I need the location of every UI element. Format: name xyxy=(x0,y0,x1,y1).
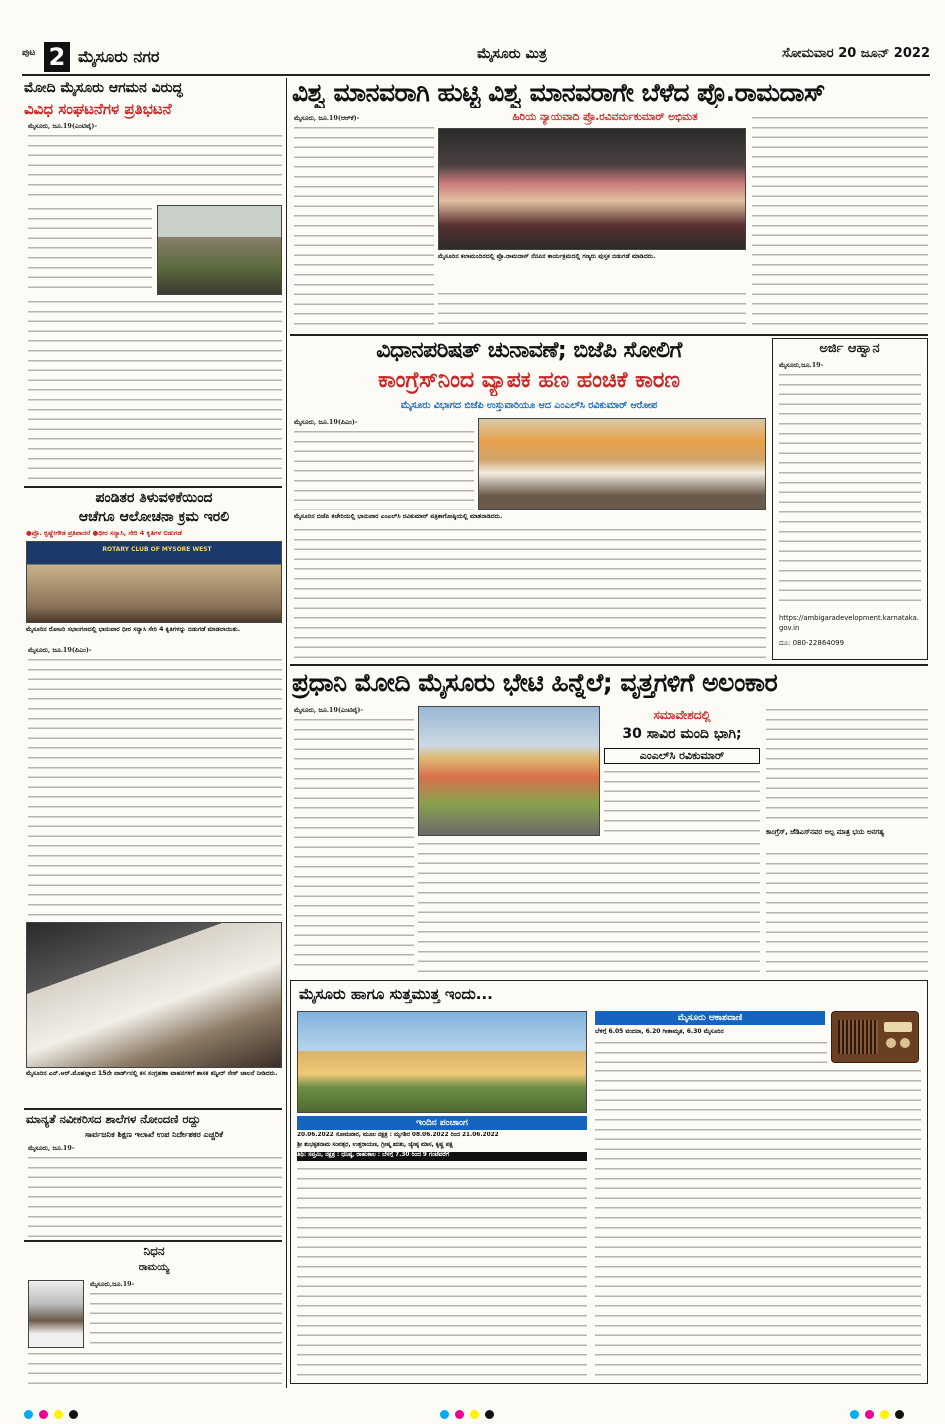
modi-visit-quote-1: ಸಮಾವೇಶದಲ್ಲಿ xyxy=(653,708,711,722)
pandit-dateline: ಮೈಸೂರು, ಜೂ.19(ಪಿಎಂ)- xyxy=(28,646,92,654)
notice-title: ಅರ್ಜಿ ಆಹ್ವಾನ xyxy=(819,341,880,356)
page-header xyxy=(22,42,930,72)
pandit-headline-1: ಪಂಡಿತರ ತಿಳುವಳಿಕೆಯಿಂದ xyxy=(95,490,213,506)
modi-visit-headline: ಪ್ರಧಾನಿ ಮೋದಿ ಮೈಸೂರು ಭೇಟಿ ಹಿನ್ನೆಲೆ; ವೃತ್ತಗಳಿಗೆ ಅಲಂಕಾರ xyxy=(292,668,778,697)
notice-dateline: ಮೈಸೂರು,ಜೂ.19- xyxy=(779,361,824,369)
radio-title: ಮೈಸೂರು ಆಕಾಶವಾಣಿ xyxy=(595,1011,825,1025)
modi-visit-body-col3b xyxy=(766,850,928,974)
modi-visit-photo xyxy=(418,706,600,836)
registration-dots-right xyxy=(850,1404,930,1416)
council-body-left xyxy=(294,428,474,510)
modi-visit-dateline: ಮೈಸೂರು, ಜೂ.19(ಎಂಟಿವೈ)- xyxy=(294,706,364,714)
ramdas-body-col3 xyxy=(752,114,928,332)
ramdas-headline: ವಿಶ್ವ ಮಾನವರಾಗಿ ಹುಟ್ಟಿ ವಿಶ್ವ ಮಾನವರಾಗೇ ಬೆಳೆದ ಪ್ರೊ.ರಾಮದಾಸ್ xyxy=(292,78,825,107)
ramdas-caption: ಮೈಸೂರಿನ ಕಲಾಮಂದಿರದಲ್ಲಿ ಪ್ರೊ.ರಾಮದಾಸ್ ನೆನಪಿನ ಕಾರ್ಯಕ್ರಮದಲ್ಲಿ ಗಣ್ಯರು ಪುಸ್ತಕ ಬಿಡುಗಡೆ ಮಾಡಿದರು. xyxy=(438,253,656,260)
council-caption: ಮೈಸೂರಿನ ಬಿಜೆಪಿ ಕಚೇರಿಯಲ್ಲಿ ಭಾನುವಾರ ಎಂಎಲ್‌ಸಿ ರವಿಕುಮಾರ್ ಪತ್ರಿಕಾಗೋಷ್ಠಿಯಲ್ಲಿ ಮಾತನಾಡಿದರು. xyxy=(294,513,503,520)
today-title: ಮೈಸೂರು ಹಾಗೂ ಸುತ್ತಮುತ್ತ ಇಂದು... xyxy=(299,985,493,1003)
notice-box xyxy=(772,338,928,660)
ramdas-dateline: ಮೈಸೂರು, ಜೂ.19(ಆರ್‌ಕೆ)- xyxy=(294,114,360,122)
radio-schedule-body xyxy=(595,1039,827,1065)
radio-icon xyxy=(831,1011,919,1063)
notice-url[interactable]: https://ambigaradevelopment.karnataka.gov.in xyxy=(779,614,919,632)
issue-date: ಸೋಮವಾರ 20 ಜೂನ್ 2022 xyxy=(782,46,930,61)
masthead-rule xyxy=(22,74,930,76)
section-name: ಮೈಸೂರು ನಗರ xyxy=(78,47,160,66)
council-headline-1: ವಿಧಾನಪರಿಷತ್ ಚುನಾವಣೆ; ಬಿಜೆಪಿ ಸೋಲಿಗೆ xyxy=(376,338,682,363)
council-body-bottom xyxy=(294,526,766,660)
vehicle-photo xyxy=(26,922,282,1068)
ramdas-body-col1 xyxy=(294,124,434,332)
divider xyxy=(290,334,928,336)
obituary-body-right xyxy=(90,1290,282,1348)
modi-visit-body-under xyxy=(418,840,760,974)
page-number-label: ಪುಟ xyxy=(22,48,36,58)
protest-photo xyxy=(157,205,282,295)
protest-kicker: ಮೋದಿ ಮೈಸೂರು ಆಗಮನ ವಿರುದ್ಧ xyxy=(24,80,183,96)
council-headline-2: ಕಾಂಗ್ರೆಸ್‌ನಿಂದ ವ್ಯಾಪಕ ಹಣ ಹಂಚಿಕೆ ಕಾರಣ xyxy=(378,368,680,393)
divider xyxy=(24,486,282,488)
pandit-tagline: ●ಪ್ರೊ. ಕೃಷ್ಣೇಗೌಡ ಪ್ರತಿಪಾದನೆ ●ಧೀರ ಸನ್ಯಾಸಿ, ಸೇರಿ 4 ಕೃತಿಗಳ ಬಿಡುಗಡೆ xyxy=(26,529,182,537)
registration-dots-center xyxy=(440,1404,520,1416)
pandit-headline-2: ಆಚೆಗೂ ಆಲೋಚನಾ ಕ್ರಮ ಇರಲಿ xyxy=(78,509,230,525)
school-headline: ಮಾನ್ಯತೆ ನವೀಕರಿಸದ ಶಾಲೆಗಳ ನೋಂದಣಿ ರದ್ದು xyxy=(26,1112,201,1126)
school-subhead: ಸಾರ್ವಜನಿಕ ಶಿಕ್ಷಣ ಇಲಾಖೆ ಉಪ ನಿರ್ದೇಶಕರ ಎಚ್ಚರಿಕೆ xyxy=(84,1130,224,1139)
school-dateline: ಮೈಸೂರು, ಜೂ.19- xyxy=(28,1144,75,1152)
modi-visit-body-mid xyxy=(604,768,760,836)
column-divider xyxy=(286,78,287,1388)
palace-photo xyxy=(297,1011,587,1113)
modi-visit-subhead: ಕಾಂಗ್ರೆಸ್, ಜೆಡಿಎಸ್‌ನವರ ಅಲ್ಪ ಮಾತ್ರ ಭಯ ಅನಗತ್ಯ xyxy=(766,828,884,836)
council-subhead: ಮೈಸೂರು ವಿಭಾಗದ ಬಿಜೆಪಿ ಉಸ್ತುವಾರಿಯೂ ಆದ ಎಂಎಲ್‌ಸಿ ರವಿಕುಮಾರ್ ಆರೋಪ xyxy=(400,400,658,411)
ramdas-photo xyxy=(438,128,746,250)
today-box xyxy=(290,980,928,1384)
panchanga-line-3: ತಿಥಿ: ಸಪ್ತಮಿ, ನಕ್ಷತ್ರ : ಧನಿಷ್ಠ, ರಾಹುಕಾಲ : ಬೆಳಗ್ಗೆ 7.30 ರಿಂದ 9 ಗಂಟೆವರೆಗೆ xyxy=(297,1152,587,1161)
rotary-banner: ROTARY CLUB OF MYSORE WEST xyxy=(102,546,212,553)
divider xyxy=(24,1240,282,1242)
school-body xyxy=(28,1154,282,1238)
modi-visit-quote-3: ಎಂಎಲ್‌ಸಿ ರವಿಕುಮಾರ್ xyxy=(604,748,760,764)
pandit-caption: ಮೈಸೂರಿನ ರೋಟರಿ ಸಭಾಂಗಣದಲ್ಲಿ ಭಾನುವಾರ ಧೀರ ಸನ್ಯಾಸಿ ಸೇರಿ 4 ಕೃತಿಗಳನ್ನು ಬಿಡುಗಡೆ ಮಾಡಲಾಯಿತು. xyxy=(26,626,241,633)
modi-visit-body-col1 xyxy=(294,716,414,974)
ramdas-body-mid xyxy=(438,290,746,332)
pandit-body xyxy=(28,656,282,918)
ramdas-subhead: ಹಿರಿಯ ನ್ಯಾಯವಾದಿ ಪ್ರೊ.ರವಿವರ್ಮಕುಮಾರ್ ಅಭಿಮತ xyxy=(512,111,698,123)
panchanga-line-2: ಶ್ರೀ ಶುಭಕೃತನಾಮ ಸಂವತ್ಸರ, ಉತ್ತರಾಯಣ, ಗ್ರೀಷ್ಮ ಋತು, ಜ್ಯೇಷ್ಠ ಮಾಸ, ಕೃಷ್ಣ ಪಕ್ಷ xyxy=(297,1142,453,1148)
council-dateline: ಮೈಸೂರು, ಜೂ.19(ಪಿಎಂ)- xyxy=(294,418,358,426)
vehicle-caption: ಮೈಸೂರಿನ ಎನ್.ಆರ್.ಮೊಹಲ್ಲಾದ 15ನೇ ವಾರ್ಡ್‌ನಲ್ಲಿ ಕಸ ಸಂಗ್ರಹಣಾ ವಾಹನಗಳಿಗೆ ಶಾಸಕ ತನ್ವೀರ್ ಸೇಠ್ ಚಾಲನೆ ನೀಡಿದರು. xyxy=(26,1070,278,1077)
modi-visit-body-col3 xyxy=(766,706,928,826)
divider xyxy=(24,1108,282,1110)
radio-schedule-body-2 xyxy=(595,1067,921,1379)
obituary-body-bottom xyxy=(28,1350,282,1384)
today-events-body xyxy=(297,1165,587,1379)
protest-body-bottom xyxy=(28,298,282,484)
divider xyxy=(290,664,928,666)
protest-dateline: ಮೈಸೂರು, ಜೂ.19(ಎಂಟಿವೈ)- xyxy=(28,122,98,130)
obituary-section: ನಿಧನ xyxy=(143,1244,165,1258)
obituary-name: ರಾಮಯ್ಯ xyxy=(138,1262,170,1273)
protest-body-left xyxy=(28,205,152,295)
notice-body xyxy=(779,371,921,609)
panchanga-line-1: 20.06.2022 ಸೋಮವಾರ, ಮೂಲ ನಕ್ಷತ್ರ : ಮೃಗಶಿರ 08.06.2022 ರಿಂದ 21.06.2022 xyxy=(297,1132,499,1138)
pandit-photo xyxy=(26,541,282,623)
page-number-badge: 2 xyxy=(44,42,70,72)
protest-body-top xyxy=(28,132,282,202)
paper-name: ಮೈಸೂರು ಮಿತ್ರ xyxy=(477,46,547,62)
panchanga-title: ಇಂದಿನ ಪಂಚಾಂಗ xyxy=(297,1116,587,1130)
protest-headline: ವಿವಿಧ ಸಂಘಟನೆಗಳ ಪ್ರತಿಭಟನೆ xyxy=(24,100,172,118)
obituary-photo xyxy=(28,1280,84,1348)
radio-first-line: ಬೆಳಿಗ್ಗೆ 6.05 ವಂದನಾ, 6.20 ಗೀತಾಮೃತ, 6.30 ಮೈಸೂರಿನ xyxy=(595,1028,724,1035)
council-photo xyxy=(478,418,766,510)
modi-visit-quote-2: 30 ಸಾವಿರ ಮಂದಿ ಭಾಗಿ; xyxy=(622,726,742,742)
obituary-dateline: ಮೈಸೂರು,ಜೂ.19- xyxy=(90,1280,135,1288)
notice-phone: ದೂ: 080-22864099 xyxy=(779,639,845,647)
